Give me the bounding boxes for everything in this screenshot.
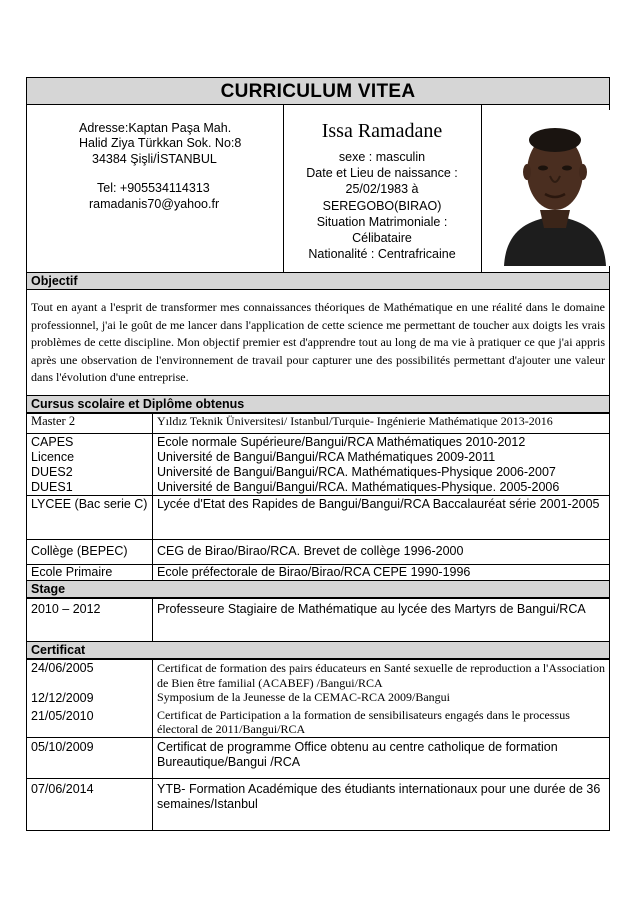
- education-details: Lycée d'Etat des Rapides de Bangui/Bangui/RCA Baccalauréat série 2001-2005: [153, 496, 610, 540]
- photo-column: [481, 105, 609, 272]
- certificat-row: [27, 779, 610, 831]
- email-address: ramadanis70@yahoo.fr: [89, 197, 220, 211]
- address-line-3: 34384 Şişli/İSTANBUL: [92, 152, 217, 166]
- certificat-row: [27, 660, 610, 738]
- certificat-heading: Certificat: [26, 642, 610, 659]
- education-row: [27, 414, 610, 434]
- education-degree: LYCEE (Bac serie C): [27, 496, 153, 540]
- contact-column: [27, 105, 284, 272]
- phone-number: Tel: +905534114313: [97, 181, 210, 195]
- cv-title: CURRICULUM VITEA: [26, 77, 610, 105]
- education-row: [27, 434, 610, 496]
- cv-page: [26, 77, 610, 831]
- certificat-date: 12/12/2009: [31, 691, 94, 705]
- stage-period: 2010 – 2012: [27, 599, 153, 642]
- detail-marital-value: Célibataire: [352, 231, 412, 246]
- address-line-1: Adresse:Kaptan Paşa Mah.: [79, 121, 232, 135]
- detail-marital-label: Situation Matrimoniale :: [316, 214, 448, 229]
- certificat-table: [26, 659, 610, 831]
- certificat-date: 24/06/2005: [31, 661, 94, 675]
- education-details: Ecole normale Supérieure/Bangui/RCA Mathématiques 2010-2012 Université de Bangui/Bangui/RCA Mathématiques 2009-2011 Université de Bangui/Bangui/RCA. Mathématiques-Physique 2006-2007 Université de Bangui/Bangui/RCA. Mathématiques-Physique. 2005-2006: [153, 434, 610, 496]
- education-degree: CAPES Licence DUES2 DUES1: [27, 434, 153, 496]
- certificat-description: Certificat de programme Office obtenu au centre catholique de formation Bureautique/Bangui /RCA: [153, 738, 610, 779]
- identity-column: [283, 105, 482, 272]
- education-details: Yıldız Teknik Üniversitesi/ Istanbul/Turquie- Ingénierie Mathématique 2013-2016: [153, 414, 610, 434]
- stage-heading: Stage: [26, 581, 610, 598]
- certificat-description: Symposium de la Jeunesse de la CEMAC-RCA 2009/Bangui: [157, 690, 450, 704]
- certificat-descriptions: [153, 660, 610, 738]
- education-row: [27, 565, 610, 581]
- personal-details: [283, 149, 481, 262]
- objective-heading: Objectif: [26, 273, 610, 290]
- detail-birth-date: 25/02/1983 à: [345, 182, 419, 197]
- address-line-2: Halid Ziya Türkkan Sok. No:8: [79, 136, 242, 150]
- education-row: [27, 540, 610, 565]
- certificat-date: 05/10/2009: [27, 738, 153, 779]
- certificat-row: [27, 738, 610, 779]
- certificat-description: Certificat de formation des pairs éducateurs en Santé sexuelle de reproduction a l'Association de Bien être familial (ACABEF) /Bangui/RCA: [157, 661, 606, 690]
- objective-text: Tout en ayant a l'esprit de transformer mes connaissances théoriques de Mathématique en une réalité dans le domaine professionnel, j'ai le goût de me lancer dans l'application de cette science me permettant de toucher aux doigts les vrais problèmes de cette discipline. Mon objectif premier est d'apprendre tout au long de ma vie à pratiquer ce que j'ai appris après une observation de l'environnement de travail pour capturer une des possibilités permettant d'ajouter une valeur dans l'évolution d'une entreprise.: [26, 290, 610, 396]
- certificat-date: 07/06/2014: [27, 779, 153, 831]
- certificat-description: YTB- Formation Académique des étudiants internationaux pour une durée de 36 semaines/Istanbul: [153, 779, 610, 831]
- stage-row: [27, 599, 610, 642]
- detail-sex: sexe : masculin: [338, 150, 426, 164]
- education-details: Ecole préfectorale de Birao/Birao/RCA CEPE 1990-1996: [153, 565, 610, 581]
- education-degree: Ecole Primaire: [27, 565, 153, 581]
- detail-nationality: Nationalité : Centrafricaine: [308, 247, 456, 262]
- education-details: CEG de Birao/Birao/RCA. Brevet de collège 1996-2000: [153, 540, 610, 565]
- certificat-description: Certificat de Participation a la formation de sensibilisateurs engagés dans le processus électoral de 2011/Bangui/RCA: [157, 707, 570, 736]
- education-degree: Master 2: [27, 414, 153, 434]
- education-row: [27, 496, 610, 540]
- detail-birth-place: SEREGOBO(BIRAO): [322, 198, 442, 213]
- education-table: [26, 413, 610, 581]
- person-name: Issa Ramadane: [321, 120, 443, 142]
- education-degree: Collège (BEPEC): [27, 540, 153, 565]
- certificat-date: 21/05/2010: [31, 709, 94, 723]
- detail-birth-label: Date et Lieu de naissance :: [306, 166, 458, 181]
- certificat-dates: [27, 660, 153, 738]
- header-block: [26, 105, 610, 273]
- profile-photo: [496, 110, 614, 266]
- education-heading: Cursus scolaire et Diplôme obtenus: [26, 396, 610, 413]
- stage-description: Professeure Stagiaire de Mathématique au lycée des Martyrs de Bangui/RCA: [153, 599, 610, 642]
- stage-table: [26, 598, 610, 642]
